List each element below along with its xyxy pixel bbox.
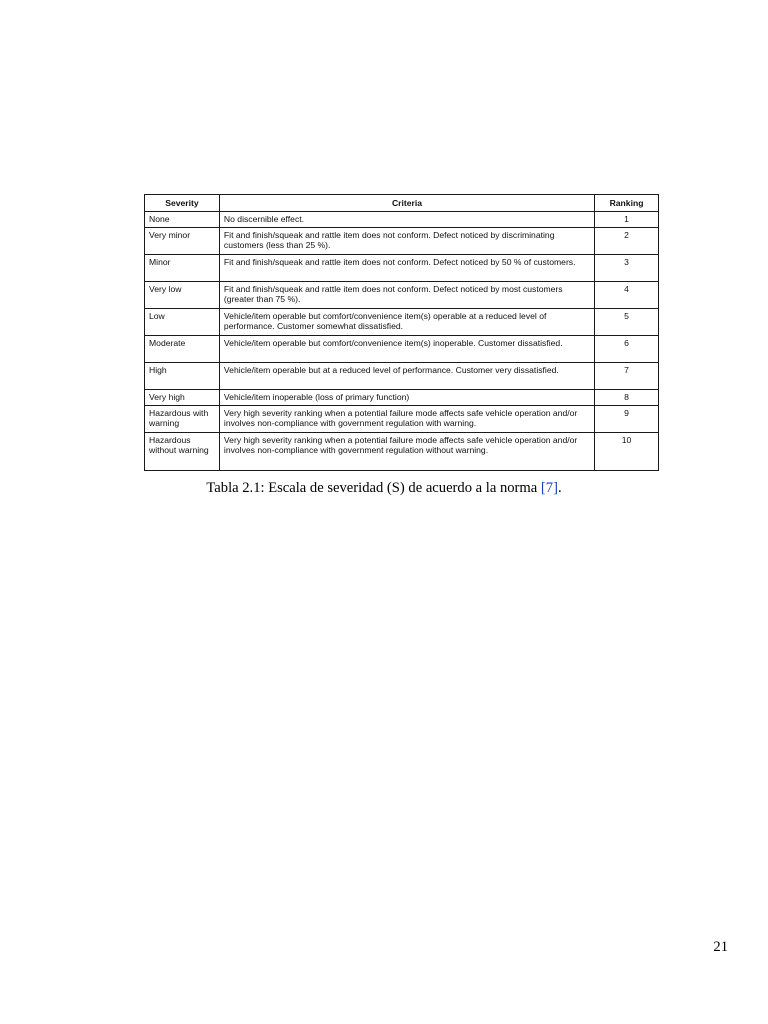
- severity-cell: High: [145, 363, 220, 390]
- table-row: [145, 228, 659, 255]
- table-row: [145, 390, 659, 406]
- ranking-cell: 9: [595, 406, 659, 433]
- criteria-cell: No discernible effect.: [219, 212, 594, 228]
- severity-cell: Hazardous with warning: [145, 406, 220, 433]
- table-row: [145, 433, 659, 471]
- severity-cell: Hazardous without warning: [145, 433, 220, 471]
- page-number: 21: [713, 939, 728, 955]
- criteria-cell: Very high severity ranking when a potential failure mode affects safe vehicle operation and/or involves non-compliance with government regulation without warning.: [219, 433, 594, 471]
- severity-cell: Low: [145, 309, 220, 336]
- ranking-cell: 7: [595, 363, 659, 390]
- table-row: [145, 212, 659, 228]
- header-severity: Severity: [145, 195, 220, 212]
- ranking-cell: 1: [595, 212, 659, 228]
- ranking-cell: 3: [595, 255, 659, 282]
- caption-text: Tabla 2.1: Escala de severidad (S) de acuerdo a la norma: [206, 480, 541, 496]
- table-row: [145, 406, 659, 433]
- header-ranking: Ranking: [595, 195, 659, 212]
- criteria-cell: Fit and finish/squeak and rattle item does not conform. Defect noticed by most customers (greater than 75 %).: [219, 282, 594, 309]
- citation-link[interactable]: [7]: [540, 480, 558, 496]
- criteria-cell: Fit and finish/squeak and rattle item does not conform. Defect noticed by 50 % of customers.: [219, 255, 594, 282]
- severity-table: [144, 194, 659, 471]
- ranking-cell: 5: [595, 309, 659, 336]
- table-row: [145, 255, 659, 282]
- table-row: [145, 309, 659, 336]
- table-row: [145, 282, 659, 309]
- criteria-cell: Vehicle/item operable but comfort/convenience item(s) operable at a reduced level of performance. Customer somewhat dissatisfied.: [219, 309, 594, 336]
- severity-cell: Very low: [145, 282, 220, 309]
- severity-cell: Very high: [145, 390, 220, 406]
- severity-cell: None: [145, 212, 220, 228]
- severity-cell: Very minor: [145, 228, 220, 255]
- ranking-cell: 6: [595, 336, 659, 363]
- ranking-cell: 2: [595, 228, 659, 255]
- severity-cell: Minor: [145, 255, 220, 282]
- caption-period: .: [557, 480, 562, 496]
- ranking-cell: 10: [595, 433, 659, 471]
- criteria-cell: Vehicle/item inoperable (loss of primary function): [219, 390, 594, 406]
- severity-table-container: [144, 194, 659, 471]
- ranking-cell: 4: [595, 282, 659, 309]
- criteria-cell: Vehicle/item operable but comfort/convenience item(s) inoperable. Customer dissatisfied.: [219, 336, 594, 363]
- severity-cell: Moderate: [145, 336, 220, 363]
- ranking-cell: 8: [595, 390, 659, 406]
- header-criteria: Criteria: [219, 195, 594, 212]
- table-caption: [0, 480, 768, 497]
- table-row: [145, 336, 659, 363]
- criteria-cell: Vehicle/item operable but at a reduced level of performance. Customer very dissatisfied.: [219, 363, 594, 390]
- table-row: [145, 363, 659, 390]
- criteria-cell: Very high severity ranking when a potential failure mode affects safe vehicle operation and/or involves non-compliance with government regulation with warning.: [219, 406, 594, 433]
- criteria-cell: Fit and finish/squeak and rattle item does not conform. Defect noticed by discriminating customers (less than 25 %).: [219, 228, 594, 255]
- table-header-row: [145, 195, 659, 212]
